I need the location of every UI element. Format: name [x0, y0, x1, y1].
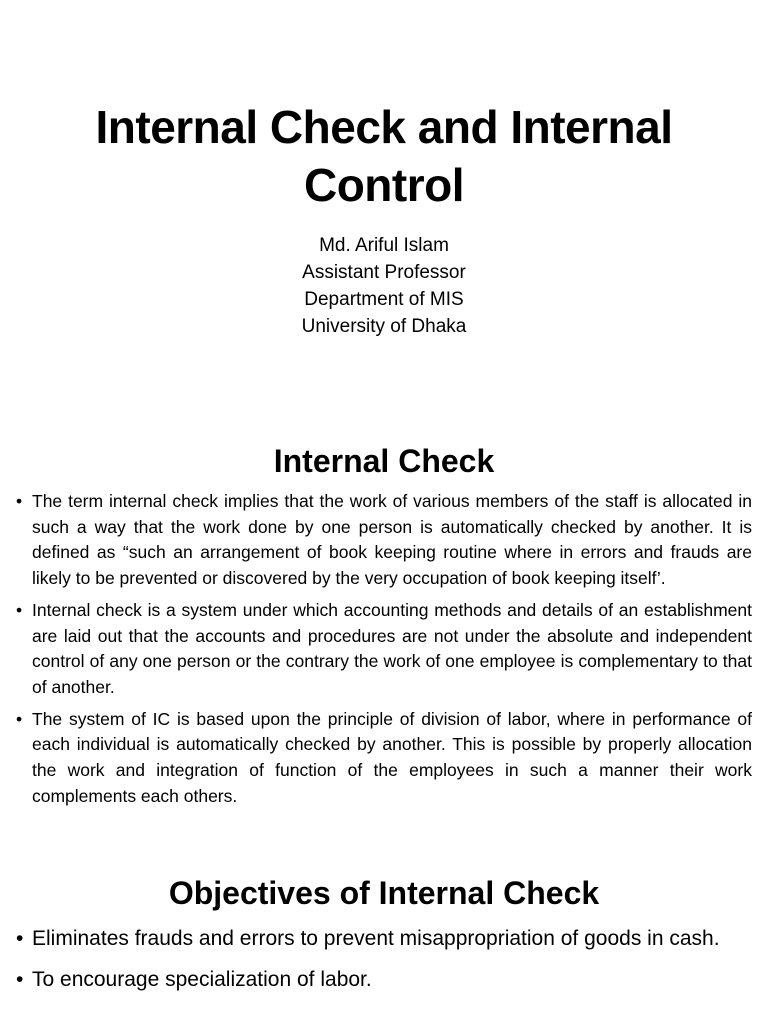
list-item	[14, 707, 752, 810]
bullet-icon: •	[16, 968, 24, 991]
author-name: Md. Ariful Islam	[319, 235, 449, 256]
list-item	[14, 489, 752, 592]
bullet-icon: •	[16, 491, 23, 511]
author-position: Assistant Professor	[302, 262, 466, 283]
author-university: University of Dhaka	[301, 316, 467, 337]
list-item	[14, 965, 752, 994]
list-item-text: The system of IC is based upon the principle of division of labor, where in performance of each individual is automatically checked by another. This is possible by properly allocation the work and integration of function of the employees in such a manner their work complements each others.	[32, 708, 752, 806]
list-item-text: To encourage specialization of labor.	[32, 968, 372, 991]
list-item	[14, 598, 752, 701]
bullet-icon: •	[16, 599, 23, 620]
objectives-list	[14, 924, 752, 1006]
list-item	[14, 924, 752, 953]
bullet-icon: •	[16, 927, 24, 950]
internal-check-list	[14, 489, 752, 815]
author-department: Department of MIS	[304, 289, 464, 310]
author-block	[0, 232, 768, 340]
list-item-text: Internal check is a system under which accounting methods and details of an establishment are laid out that the accounts and procedures are not under the absolute and independent control of any one person or the contrary the work of one employee is complementary to that of another.	[32, 599, 752, 697]
list-item-text: Eliminates frauds and errors to prevent misappropriation of goods in cash.	[32, 927, 720, 950]
bullet-icon: •	[16, 708, 23, 729]
list-item-text: The term internal check implies that the work of various members of the staff is allocated in such a way that the work done by one person is automatically checked by another. It is defined as “such an arrangement of book keeping routine where in errors and frauds are likely to be prevented or discovered by the very occupation of book keeping itself’.	[32, 491, 752, 589]
section-heading-internal-check: Internal Check	[273, 443, 495, 479]
section-heading-objectives: Objectives of Internal Check	[168, 875, 600, 911]
page-title: Internal Check and Internal Control	[95, 101, 673, 211]
